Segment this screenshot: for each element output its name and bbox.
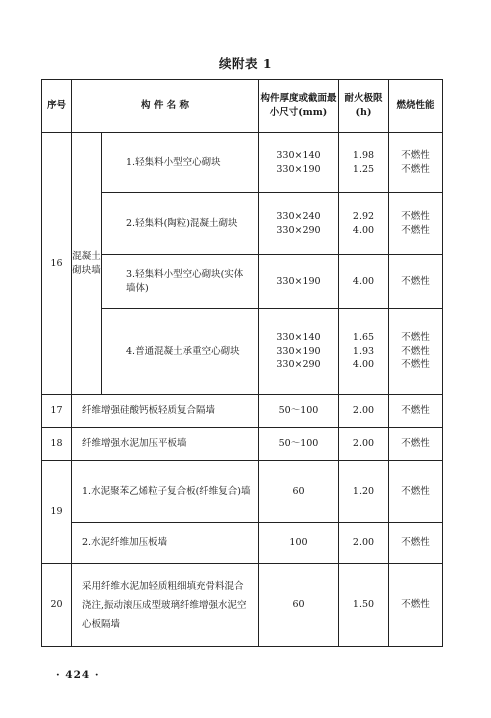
table-caption: 续附表 1 (218, 56, 273, 71)
fire-cell: 1.65 1.93 4.00 (339, 309, 389, 395)
name-cell: 采用纤维水泥加轻质粗细填充骨料混合浇注,振动滚压成型玻璃纤维增强水泥空心板隔墙 (72, 564, 259, 647)
fire-cell: 4.00 (339, 255, 389, 309)
header-fire: 耐火极限(h) (339, 80, 389, 133)
fire-resistance-table (41, 79, 443, 647)
size-cell: 50～100 (259, 428, 339, 461)
name-cell: 4.普通混凝土承重空心砌块 (102, 309, 259, 395)
table-row (42, 255, 443, 309)
table-row (42, 428, 443, 461)
table-row (42, 523, 443, 564)
fire-cell: 2.00 (339, 523, 389, 564)
name-cell: 3.轻集料小型空心砌块(实体墙体) (102, 255, 259, 309)
name-cell: 1.轻集料小型空心砌块 (102, 133, 259, 193)
fire-cell: 2.00 (339, 428, 389, 461)
header-seq: 序号 (42, 80, 72, 133)
burn-cell: 不燃性 不燃性 (389, 193, 443, 255)
burn-cell: 不燃性 (389, 461, 443, 523)
table-row (42, 309, 443, 395)
fire-cell: 1.98 1.25 (339, 133, 389, 193)
burn-cell: 不燃性 不燃性 不燃性 (389, 309, 443, 395)
fire-cell: 1.50 (339, 564, 389, 647)
seq-cell: 20 (42, 564, 72, 647)
size-cell: 100 (259, 523, 339, 564)
burn-cell: 不燃性 (389, 564, 443, 647)
header-size: 构件厚度或截面最小尺寸(mm) (259, 80, 339, 133)
page-number: · 424 · (56, 669, 100, 681)
burn-cell: 不燃性 不燃性 (389, 133, 443, 193)
size-cell: 330×240 330×290 (259, 193, 339, 255)
name-cell: 纤维增强水泥加压平板墙 (72, 428, 259, 461)
name-cell: 纤维增强硅酸钙板轻质复合隔墙 (72, 395, 259, 428)
size-cell: 330×190 (259, 255, 339, 309)
header-row (42, 80, 443, 133)
table-row (42, 395, 443, 428)
size-cell: 50～100 (259, 395, 339, 428)
seq-cell: 18 (42, 428, 72, 461)
name-cell: 2.水泥纤维加压板墙 (72, 523, 259, 564)
table-row (42, 564, 443, 647)
header-name: 构 件 名 称 (72, 80, 259, 133)
burn-cell: 不燃性 (389, 255, 443, 309)
size-cell: 60 (259, 564, 339, 647)
seq-cell: 17 (42, 395, 72, 428)
burn-cell: 不燃性 (389, 428, 443, 461)
fire-cell: 1.20 (339, 461, 389, 523)
table-row (42, 193, 443, 255)
burn-cell: 不燃性 (389, 395, 443, 428)
table-row (42, 461, 443, 523)
size-cell: 330×140 330×190 (259, 133, 339, 193)
table-row (42, 133, 443, 193)
fire-cell: 2.00 (339, 395, 389, 428)
size-cell: 60 (259, 461, 339, 523)
burn-cell: 不燃性 (389, 523, 443, 564)
name-cell: 1.水泥聚苯乙烯粒子复合板(纤维复合)墙 (72, 461, 259, 523)
header-burn: 燃烧性能 (389, 80, 443, 133)
name-cell: 2.轻集料(陶粒)混凝土砌块 (102, 193, 259, 255)
seq-cell: 19 (42, 461, 72, 564)
seq-cell: 16 (42, 133, 72, 395)
group-cell: 混凝土砌块墙 (72, 133, 102, 395)
fire-cell: 2.92 4.00 (339, 193, 389, 255)
size-cell: 330×140 330×190 330×290 (259, 309, 339, 395)
